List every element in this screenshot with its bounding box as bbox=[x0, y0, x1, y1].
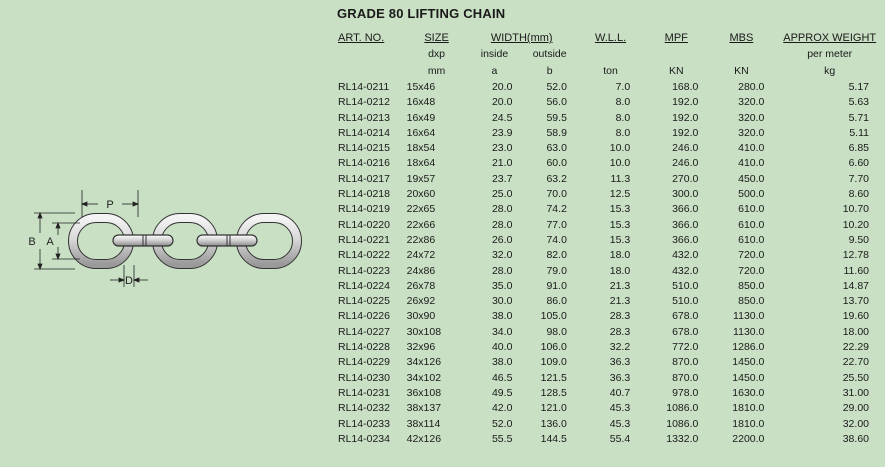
cell-weight: 8.60 bbox=[848, 188, 869, 201]
table-row bbox=[334, 95, 885, 110]
unit-outside: b bbox=[546, 65, 553, 77]
spec-table-body bbox=[334, 30, 885, 447]
cell-wll: 21.3 bbox=[609, 295, 631, 308]
cell-size: 26x78 bbox=[406, 279, 436, 292]
subheader-art-empty bbox=[334, 46, 407, 63]
cell-weight: 22.70 bbox=[842, 356, 869, 369]
unit-wll: ton bbox=[603, 65, 618, 77]
table-row bbox=[334, 417, 885, 432]
table-row bbox=[334, 233, 885, 248]
cell-art-no: RL14-0218 bbox=[338, 188, 390, 201]
cell-mbs: 320.0 bbox=[738, 126, 765, 139]
cell-art-no: RL14-0224 bbox=[338, 279, 390, 292]
cell-inside-width: 32.0 bbox=[491, 249, 513, 262]
cell-inside-width: 21.0 bbox=[491, 157, 513, 170]
cell-outside-width: 98.0 bbox=[546, 325, 567, 338]
cell-outside-width: 144.5 bbox=[540, 432, 567, 445]
cell-weight: 18.00 bbox=[842, 325, 869, 338]
table-row bbox=[334, 218, 885, 233]
cell-weight: 5.71 bbox=[848, 111, 869, 124]
cell-wll: 11.3 bbox=[610, 172, 631, 185]
cell-mbs: 610.0 bbox=[738, 203, 765, 216]
cell-mpf: 192.0 bbox=[672, 126, 699, 139]
table-row bbox=[334, 340, 885, 355]
cell-art-no: RL14-0229 bbox=[338, 356, 390, 369]
cell-mpf: 192.0 bbox=[672, 96, 699, 109]
table-row bbox=[334, 126, 885, 141]
chain-link-side-2 bbox=[197, 235, 257, 246]
cell-mbs: 450.0 bbox=[738, 172, 765, 185]
cell-art-no: RL14-0231 bbox=[338, 386, 390, 399]
cell-weight: 5.17 bbox=[848, 81, 869, 93]
cell-mpf: 1086.0 bbox=[666, 402, 699, 415]
cell-wll: 18.0 bbox=[609, 264, 631, 277]
cell-mpf: 510.0 bbox=[672, 295, 699, 308]
cell-size: 34x102 bbox=[406, 371, 442, 384]
cell-weight: 29.00 bbox=[842, 402, 869, 415]
cell-inside-width: 26.0 bbox=[491, 233, 513, 246]
subheader-weight: per meter bbox=[807, 48, 853, 60]
cell-outside-width: 105.0 bbox=[540, 310, 567, 323]
label-b: B bbox=[28, 236, 36, 248]
cell-art-no: RL14-0225 bbox=[338, 295, 390, 308]
table-row bbox=[334, 156, 885, 171]
cell-inside-width: 46.5 bbox=[491, 371, 513, 384]
cell-wll: 15.3 bbox=[609, 218, 631, 231]
cell-wll: 40.7 bbox=[609, 386, 631, 399]
cell-wll: 28.3 bbox=[609, 325, 631, 338]
cell-size: 24x72 bbox=[406, 249, 436, 262]
cell-outside-width: 63.2 bbox=[546, 172, 567, 185]
cell-mbs: 850.0 bbox=[738, 295, 765, 308]
cell-art-no: RL14-0232 bbox=[338, 402, 390, 415]
cell-inside-width: 20.0 bbox=[491, 96, 513, 109]
cell-mbs: 720.0 bbox=[738, 264, 765, 277]
cell-art-no: RL14-0212 bbox=[338, 96, 390, 109]
cell-mbs: 1630.0 bbox=[732, 386, 765, 399]
cell-mbs: 610.0 bbox=[738, 218, 765, 231]
page-title: GRADE 80 LIFTING CHAIN bbox=[337, 6, 506, 21]
table-row bbox=[334, 386, 885, 401]
cell-wll: 7.0 bbox=[615, 81, 631, 93]
header-wll: W.L.L. bbox=[594, 32, 627, 44]
header-weight: APPROX WEIGHT bbox=[783, 32, 877, 44]
cell-wll: 21.3 bbox=[609, 279, 631, 292]
cell-art-no: RL14-0222 bbox=[338, 249, 390, 262]
cell-mbs: 1130.0 bbox=[733, 325, 765, 338]
cell-mbs: 410.0 bbox=[738, 157, 765, 170]
cell-mpf: 1332.0 bbox=[666, 432, 699, 445]
unit-mpf: KN bbox=[668, 65, 684, 77]
cell-mpf: 510.0 bbox=[672, 279, 699, 292]
cell-wll: 8.0 bbox=[615, 126, 631, 139]
cell-mbs: 610.0 bbox=[738, 233, 765, 246]
cell-weight: 12.78 bbox=[842, 249, 869, 262]
table-row bbox=[334, 355, 885, 370]
cell-inside-width: 42.0 bbox=[491, 402, 513, 415]
cell-wll: 45.3 bbox=[609, 402, 631, 415]
cell-size: 24x86 bbox=[406, 264, 436, 277]
cell-mpf: 870.0 bbox=[672, 356, 699, 369]
header-mbs: MBS bbox=[729, 32, 754, 44]
cell-inside-width: 28.0 bbox=[491, 264, 513, 277]
cell-mpf: 366.0 bbox=[672, 218, 699, 231]
cell-inside-width: 38.0 bbox=[491, 310, 513, 323]
cell-size: 32x96 bbox=[406, 341, 436, 354]
table-row bbox=[334, 202, 885, 217]
cell-mbs: 410.0 bbox=[738, 142, 765, 155]
cell-size: 15x46 bbox=[406, 81, 436, 93]
cell-inside-width: 30.0 bbox=[491, 295, 513, 308]
cell-inside-width: 40.0 bbox=[491, 341, 513, 354]
cell-weight: 25.50 bbox=[842, 371, 869, 384]
label-a: A bbox=[46, 236, 54, 248]
table-row bbox=[334, 279, 885, 294]
cell-art-no: RL14-0227 bbox=[338, 325, 390, 338]
cell-mpf: 270.0 bbox=[672, 172, 699, 185]
cell-size: 38x137 bbox=[406, 402, 442, 415]
cell-size: 18x54 bbox=[406, 142, 436, 155]
cell-mpf: 192.0 bbox=[672, 111, 699, 124]
cell-art-no: RL14-0216 bbox=[338, 157, 390, 170]
chain-link-side-1 bbox=[113, 235, 173, 246]
cell-weight: 19.60 bbox=[842, 310, 869, 323]
cell-outside-width: 59.5 bbox=[546, 111, 567, 124]
cell-weight: 31.00 bbox=[842, 386, 869, 399]
subheader-mpf-empty bbox=[644, 46, 708, 63]
cell-weight: 22.29 bbox=[842, 341, 869, 354]
cell-wll: 18.0 bbox=[609, 249, 631, 262]
spec-table bbox=[334, 30, 885, 447]
subheader-size: dxp bbox=[428, 48, 446, 60]
cell-size: 34x126 bbox=[406, 356, 442, 369]
cell-inside-width: 34.0 bbox=[491, 325, 513, 338]
cell-art-no: RL14-0230 bbox=[338, 371, 390, 384]
cell-mbs: 320.0 bbox=[738, 111, 765, 124]
cell-art-no: RL14-0215 bbox=[338, 142, 390, 155]
cell-mpf: 246.0 bbox=[672, 157, 699, 170]
header-width: WIDTH(mm) bbox=[490, 32, 553, 44]
cell-art-no: RL14-0234 bbox=[338, 432, 390, 445]
cell-size: 16x64 bbox=[406, 126, 436, 139]
cell-weight: 6.85 bbox=[848, 142, 869, 155]
unit-inside: a bbox=[491, 65, 498, 77]
cell-wll: 12.5 bbox=[609, 188, 631, 201]
cell-size: 22x86 bbox=[406, 233, 436, 246]
cell-mbs: 1130.0 bbox=[733, 310, 765, 323]
cell-art-no: RL14-0226 bbox=[338, 310, 390, 323]
table-row bbox=[334, 401, 885, 416]
cell-art-no: RL14-0217 bbox=[338, 172, 390, 185]
cell-outside-width: 63.0 bbox=[546, 142, 567, 155]
cell-mbs: 320.0 bbox=[738, 96, 765, 109]
cell-size: 38x114 bbox=[406, 417, 441, 430]
cell-outside-width: 74.2 bbox=[546, 203, 567, 216]
cell-inside-width: 28.0 bbox=[491, 203, 513, 216]
cell-outside-width: 56.0 bbox=[546, 96, 567, 109]
cell-mbs: 1810.0 bbox=[732, 402, 765, 415]
table-row bbox=[334, 371, 885, 386]
cell-mpf: 246.0 bbox=[672, 142, 699, 155]
cell-mbs: 1450.0 bbox=[732, 371, 765, 384]
subheader-wll-empty bbox=[577, 46, 644, 63]
unit-size: mm bbox=[427, 65, 446, 77]
cell-size: 30x90 bbox=[406, 310, 436, 323]
cell-weight: 13.70 bbox=[842, 295, 869, 308]
cell-art-no: RL14-0221 bbox=[338, 233, 390, 246]
cell-mbs: 500.0 bbox=[738, 188, 765, 201]
cell-mpf: 432.0 bbox=[672, 264, 699, 277]
cell-wll: 8.0 bbox=[615, 111, 631, 124]
table-row bbox=[334, 309, 885, 324]
cell-mbs: 850.0 bbox=[738, 279, 765, 292]
cell-wll: 28.3 bbox=[609, 310, 631, 323]
cell-size: 20x60 bbox=[406, 188, 436, 201]
header-size: SIZE bbox=[424, 32, 449, 44]
cell-weight: 38.60 bbox=[842, 432, 869, 445]
cell-outside-width: 82.0 bbox=[546, 249, 567, 262]
cell-weight: 5.63 bbox=[848, 96, 869, 109]
cell-outside-width: 128.5 bbox=[540, 386, 567, 399]
cell-wll: 36.3 bbox=[609, 356, 631, 369]
cell-mpf: 366.0 bbox=[672, 203, 699, 216]
cell-outside-width: 121.5 bbox=[540, 371, 567, 384]
cell-size: 30x108 bbox=[406, 325, 442, 338]
cell-outside-width: 106.0 bbox=[540, 341, 567, 354]
cell-inside-width: 38.0 bbox=[491, 356, 513, 369]
cell-wll: 36.3 bbox=[609, 371, 631, 384]
cell-outside-width: 79.0 bbox=[546, 264, 567, 277]
cell-mbs: 1810.0 bbox=[732, 417, 765, 430]
cell-wll: 45.3 bbox=[609, 417, 631, 430]
table-row bbox=[334, 80, 885, 95]
cell-inside-width: 25.0 bbox=[491, 188, 513, 201]
cell-wll: 15.3 bbox=[609, 233, 631, 246]
cell-weight: 10.20 bbox=[842, 218, 869, 231]
units-row bbox=[334, 63, 885, 80]
cell-outside-width: 136.0 bbox=[540, 417, 567, 430]
cell-inside-width: 23.9 bbox=[491, 126, 513, 139]
cell-inside-width: 49.5 bbox=[491, 386, 513, 399]
cell-art-no: RL14-0213 bbox=[338, 111, 390, 124]
table-row bbox=[334, 432, 885, 447]
cell-size: 22x66 bbox=[406, 218, 436, 231]
cell-weight: 10.70 bbox=[842, 203, 869, 216]
cell-outside-width: 91.0 bbox=[546, 279, 567, 292]
cell-size: 42x126 bbox=[406, 432, 442, 445]
cell-art-no: RL14-0214 bbox=[338, 126, 390, 139]
cell-outside-width: 77.0 bbox=[546, 218, 567, 231]
cell-inside-width: 52.0 bbox=[491, 417, 513, 430]
cell-outside-width: 70.0 bbox=[546, 188, 567, 201]
cell-outside-width: 52.0 bbox=[546, 81, 567, 93]
cell-art-no: RL14-0233 bbox=[338, 417, 390, 430]
cell-wll: 55.4 bbox=[609, 432, 631, 445]
cell-wll: 10.0 bbox=[609, 157, 631, 170]
cell-wll: 8.0 bbox=[615, 96, 631, 109]
table-row bbox=[334, 248, 885, 263]
cell-mbs: 2200.0 bbox=[732, 432, 765, 445]
cell-size: 19x57 bbox=[406, 172, 436, 185]
table-row bbox=[334, 172, 885, 187]
cell-mpf: 432.0 bbox=[672, 249, 699, 262]
cell-mbs: 1450.0 bbox=[732, 356, 765, 369]
header-mpf: MPF bbox=[664, 32, 688, 44]
table-row bbox=[334, 264, 885, 279]
table-row bbox=[334, 325, 885, 340]
cell-weight: 11.60 bbox=[843, 264, 869, 277]
unit-weight: kg bbox=[824, 65, 836, 77]
subheader-outside: outside bbox=[532, 48, 567, 60]
cell-wll: 15.3 bbox=[609, 203, 631, 216]
cell-mbs: 280.0 bbox=[738, 81, 765, 93]
cell-art-no: RL14-0223 bbox=[338, 264, 390, 277]
cell-wll: 32.2 bbox=[609, 341, 631, 354]
cell-weight: 14.87 bbox=[842, 279, 869, 292]
cell-inside-width: 35.0 bbox=[491, 279, 513, 292]
header-row bbox=[334, 30, 885, 46]
cell-weight: 32.00 bbox=[842, 417, 869, 430]
cell-mbs: 720.0 bbox=[738, 249, 765, 262]
unit-art-empty bbox=[334, 63, 407, 80]
label-p: P bbox=[106, 199, 114, 211]
cell-outside-width: 109.0 bbox=[540, 356, 567, 369]
cell-wll: 10.0 bbox=[609, 142, 631, 155]
cell-weight: 6.60 bbox=[848, 157, 869, 170]
cell-size: 16x49 bbox=[406, 111, 436, 124]
cell-mpf: 300.0 bbox=[672, 188, 699, 201]
cell-inside-width: 24.5 bbox=[491, 111, 513, 124]
cell-mpf: 1086.0 bbox=[666, 417, 699, 430]
cell-inside-width: 28.0 bbox=[491, 218, 513, 231]
cell-weight: 7.70 bbox=[848, 172, 869, 185]
cell-size: 36x108 bbox=[406, 386, 442, 399]
cell-size: 16x48 bbox=[406, 96, 436, 109]
cell-inside-width: 20.0 bbox=[491, 81, 513, 93]
cell-mpf: 366.0 bbox=[672, 233, 699, 246]
table-row bbox=[334, 111, 885, 126]
cell-mpf: 678.0 bbox=[672, 310, 699, 323]
subheader-row bbox=[334, 46, 885, 63]
subheader-inside: inside bbox=[480, 48, 509, 60]
table-row bbox=[334, 294, 885, 309]
cell-art-no: RL14-0219 bbox=[338, 203, 390, 216]
cell-weight: 5.11 bbox=[849, 126, 869, 139]
table-row bbox=[334, 141, 885, 156]
cell-mpf: 978.0 bbox=[672, 386, 699, 399]
cell-inside-width: 23.7 bbox=[491, 172, 513, 185]
cell-size: 22x65 bbox=[406, 203, 436, 216]
cell-mpf: 678.0 bbox=[672, 325, 699, 338]
cell-mpf: 168.0 bbox=[672, 81, 699, 93]
cell-art-no: RL14-0228 bbox=[338, 341, 390, 354]
unit-mbs: KN bbox=[734, 65, 749, 77]
cell-size: 18x64 bbox=[406, 157, 436, 170]
chain-dimension-diagram bbox=[20, 185, 320, 295]
cell-size: 26x92 bbox=[406, 295, 436, 308]
table-row bbox=[334, 187, 885, 202]
cell-weight: 9.50 bbox=[848, 233, 869, 246]
cell-art-no: RL14-0211 bbox=[338, 81, 390, 93]
cell-mpf: 870.0 bbox=[672, 371, 699, 384]
header-art-no: ART. NO. bbox=[338, 32, 385, 44]
cell-inside-width: 23.0 bbox=[491, 142, 513, 155]
cell-mbs: 1286.0 bbox=[732, 341, 765, 354]
cell-outside-width: 60.0 bbox=[546, 157, 567, 170]
cell-outside-width: 121.0 bbox=[540, 402, 567, 415]
cell-outside-width: 86.0 bbox=[546, 295, 567, 308]
cell-outside-width: 58.9 bbox=[546, 126, 567, 139]
cell-outside-width: 74.0 bbox=[546, 233, 567, 246]
label-d: D bbox=[125, 275, 133, 287]
subheader-mbs-empty bbox=[708, 46, 774, 63]
cell-art-no: RL14-0220 bbox=[338, 218, 390, 231]
cell-inside-width: 55.5 bbox=[491, 432, 513, 445]
cell-mpf: 772.0 bbox=[672, 341, 699, 354]
